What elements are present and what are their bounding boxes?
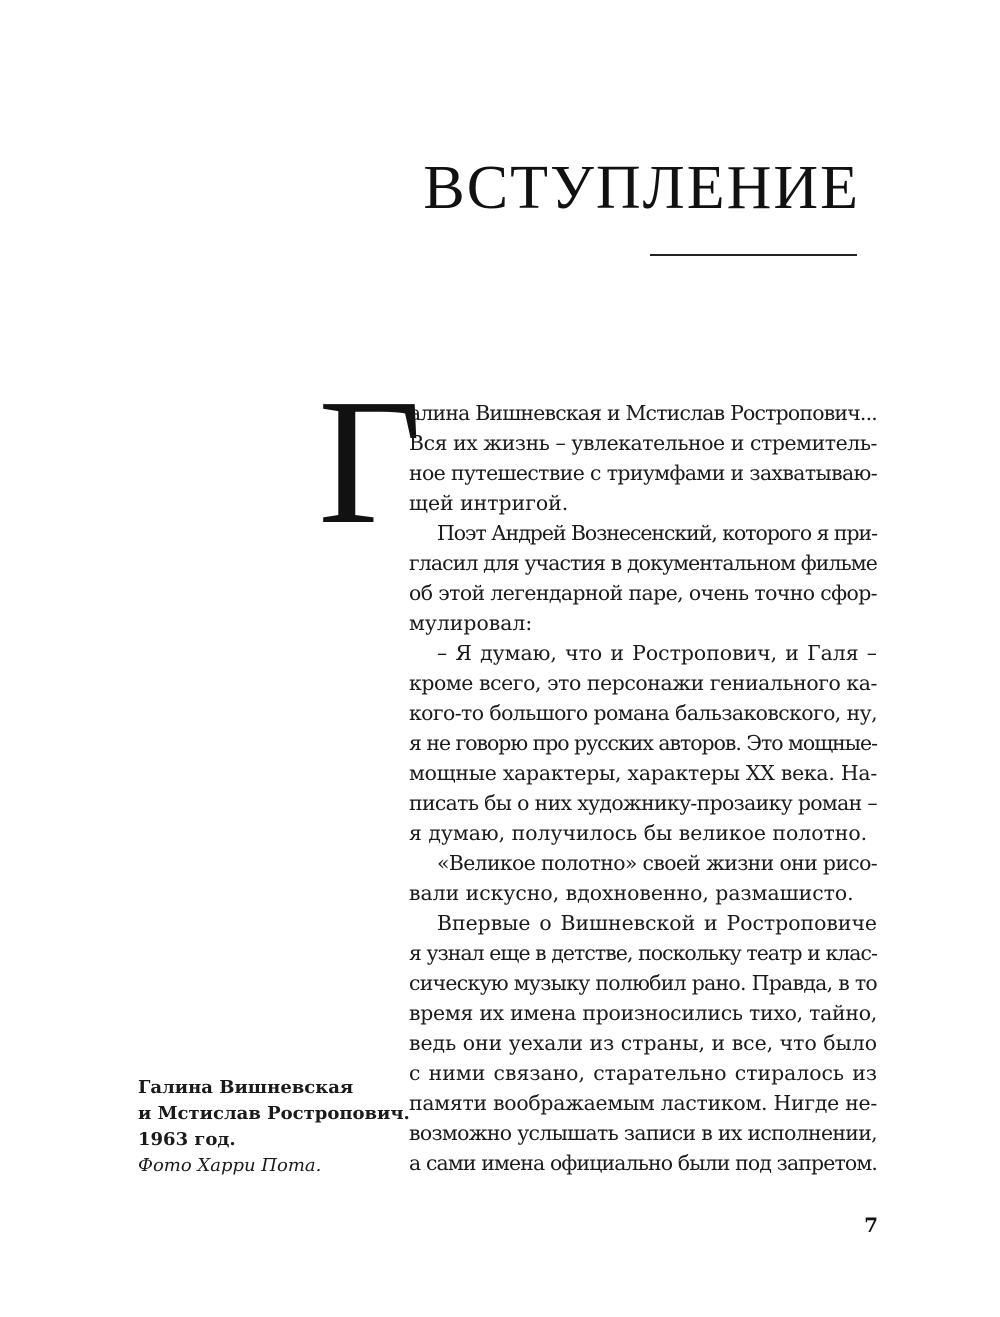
text-line: а сами имена официально были под запретом. xyxy=(409,1151,877,1175)
text-line: время их имена произносились тихо, тайно, xyxy=(409,1001,877,1025)
text-line: кроме всего, это персонажи гениального ка- xyxy=(409,671,877,695)
text-line: об этой легендарной паре, очень точно сфор- xyxy=(409,581,877,605)
title-underline xyxy=(650,254,857,256)
text-line: мощные характеры, характеры XX века. На- xyxy=(409,761,877,785)
text-line: я узнал еще в детстве, поскольку театр и клас- xyxy=(409,941,877,965)
text-line: я не говорю про русских авторов. Это мощные- xyxy=(409,731,877,755)
text-line: Поэт Андрей Вознесенский, которого я при- xyxy=(437,521,877,545)
text-line: щей интригой. xyxy=(409,491,569,515)
page-number: 7 xyxy=(864,1213,878,1237)
caption-line: и Мстислав Ростропович. xyxy=(138,1103,410,1124)
text-line: Вся их жизнь – увлекательное и стремитель- xyxy=(409,431,877,455)
caption-year: 1963 год. xyxy=(138,1129,236,1150)
caption-line: Галина Вишневская xyxy=(138,1077,354,1098)
chapter-title: ВСТУПЛЕНИЕ xyxy=(423,154,860,222)
text-line: я думаю, получилось бы великое полотно. xyxy=(409,821,868,845)
text-line: гласил для участия в документальном фильме xyxy=(409,551,877,575)
text-line: писать бы о них художнику-прозаику роман – xyxy=(409,791,877,815)
drop-cap: Г xyxy=(318,362,423,561)
text-line: «Великое полотно» своей жизни они рисо- xyxy=(437,851,877,875)
text-line: ведь они уехали из страны, и все, что было xyxy=(409,1031,877,1055)
text-line: кого-то большого романа бальзаковского, ну, xyxy=(409,701,877,725)
text-line: Впервые о Вишневской и Ростроповиче xyxy=(437,911,877,935)
text-line: ное путешествие с триумфами и захватываю- xyxy=(409,461,877,485)
text-line: с ними связано, старательно стиралось из xyxy=(409,1061,877,1085)
body-text xyxy=(409,398,877,1178)
text-line: сическую музыку полюбил рано. Правда, в то xyxy=(409,971,877,995)
text-line: вали искусно, вдохновенно, размашисто. xyxy=(409,881,854,905)
photo-credit: Фото Харри Пота. xyxy=(138,1155,322,1176)
text-line: – Я думаю, что и Ростропович, и Галя – xyxy=(437,641,877,665)
photo-caption xyxy=(138,1075,410,1179)
text-line: алина Вишневская и Мстислав Ростропович... xyxy=(409,401,877,425)
text-line: мулировал: xyxy=(409,611,533,635)
text-line: памяти воображаемым ластиком. Нигде не- xyxy=(409,1091,877,1115)
text-line: возможно услышать записи в их исполнении, xyxy=(409,1121,877,1145)
